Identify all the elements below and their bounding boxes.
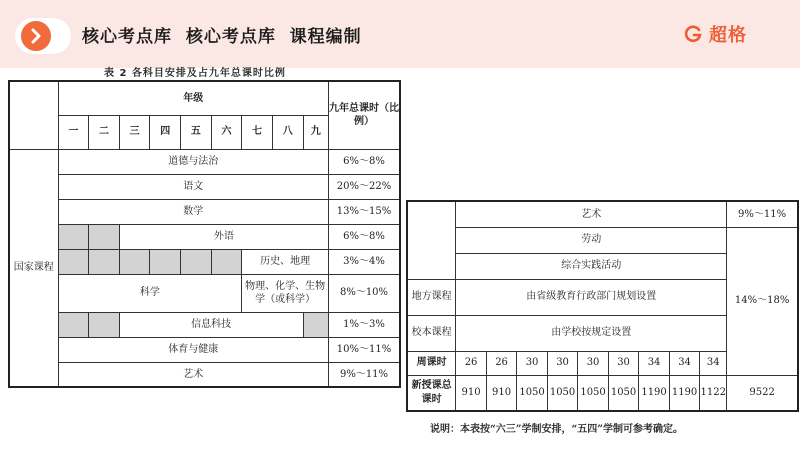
weekly-label: 周课时 xyxy=(407,351,456,375)
course-table-part1 xyxy=(8,80,401,388)
weekly-value: 30 xyxy=(517,351,548,375)
ratio-art: 9%～11% xyxy=(329,362,400,387)
ratio-chinese: 20%～22% xyxy=(329,174,400,199)
ratio-shared: 14%～18% xyxy=(727,227,798,375)
shade-cell xyxy=(89,312,120,337)
total-value: 1190 xyxy=(669,375,700,411)
total-value: 1190 xyxy=(639,375,670,411)
subject-art-cont: 艺术 xyxy=(456,201,727,227)
shade-cell xyxy=(119,249,150,274)
blank-category-cell xyxy=(407,201,456,279)
subject-pe: 体育与健康 xyxy=(58,337,329,362)
ratio-pe: 10%～11% xyxy=(329,337,400,362)
total-value: 1122 xyxy=(700,375,727,411)
weekly-value: 30 xyxy=(547,351,578,375)
total-label: 新授课总课时 xyxy=(407,375,456,411)
category-local: 地方课程 xyxy=(407,279,456,315)
subject-math: 数学 xyxy=(58,199,329,224)
subject-it: 信息科技 xyxy=(119,312,303,337)
ratio-math: 13%～15% xyxy=(329,199,400,224)
brand-logo xyxy=(683,21,747,47)
corner-cell xyxy=(9,81,58,149)
category-national: 国家课程 xyxy=(9,149,58,387)
subject-chinese: 语文 xyxy=(58,174,329,199)
subject-labor: 劳动 xyxy=(456,227,727,253)
shade-cell xyxy=(89,249,120,274)
weekly-value: 34 xyxy=(669,351,700,375)
grade-2: 二 xyxy=(89,115,120,149)
shade-cell xyxy=(303,312,329,337)
grade-9: 九 xyxy=(303,115,329,149)
total-value: 910 xyxy=(456,375,487,411)
subject-physics: 物理、化学、生物学（或科学） xyxy=(242,274,329,312)
total-sum: 9522 xyxy=(727,375,798,411)
weekly-value: 34 xyxy=(700,351,727,375)
shade-cell xyxy=(181,249,212,274)
shade-cell xyxy=(89,224,120,249)
grade-7: 七 xyxy=(242,115,273,149)
subject-practice: 综合实践活动 xyxy=(456,253,727,279)
subject-school: 由学校按规定设置 xyxy=(456,315,727,351)
shade-cell xyxy=(58,249,89,274)
ratio-science: 8%～10% xyxy=(329,274,400,312)
subject-science: 科学 xyxy=(58,274,242,312)
total-value: 1050 xyxy=(547,375,578,411)
course-table-part2 xyxy=(406,200,799,412)
ratio-moral: 6%～8% xyxy=(329,149,400,174)
header-bar xyxy=(0,0,800,68)
table-note: 说明：本表按“六三”学制安排，“五四”学制可参考确定。 xyxy=(430,424,684,435)
weekly-value: 30 xyxy=(608,351,639,375)
chevron-right-icon[interactable] xyxy=(21,21,51,51)
ratio-foreign: 6%～8% xyxy=(329,224,400,249)
grade-5: 五 xyxy=(181,115,212,149)
shade-cell xyxy=(150,249,181,274)
ratio-history: 3%～4% xyxy=(329,249,400,274)
table-caption: 表 2 各科目安排及占九年总课时比例 xyxy=(104,68,286,79)
subject-foreign: 外语 xyxy=(119,224,328,249)
subject-local: 由省级教育行政部门规划设置 xyxy=(456,279,727,315)
weekly-value: 34 xyxy=(639,351,670,375)
total-value: 1050 xyxy=(578,375,609,411)
ratio-header: 九年总课时（比例） xyxy=(329,81,400,149)
ratio-art-cont: 9%～11% xyxy=(727,201,798,227)
total-value: 910 xyxy=(486,375,517,411)
total-value: 1050 xyxy=(517,375,548,411)
category-school: 校本课程 xyxy=(407,315,456,351)
shade-cell xyxy=(58,312,89,337)
weekly-value: 26 xyxy=(486,351,517,375)
shade-cell xyxy=(211,249,242,274)
subject-art: 艺术 xyxy=(58,362,329,387)
weekly-value: 26 xyxy=(456,351,487,375)
subject-history: 历史、地理 xyxy=(242,249,329,274)
shade-cell xyxy=(58,224,89,249)
total-value: 1050 xyxy=(608,375,639,411)
brand-name: 超格 xyxy=(709,25,747,46)
grade-3: 三 xyxy=(119,115,150,149)
grade-header: 年级 xyxy=(58,81,329,115)
weekly-value: 30 xyxy=(578,351,609,375)
grade-1: 一 xyxy=(58,115,89,149)
grade-8: 八 xyxy=(272,115,303,149)
ratio-it: 1%～3% xyxy=(329,312,400,337)
page-title: 核心考点库 核心考点库 课程编制 xyxy=(82,27,362,47)
brand-g-icon xyxy=(683,24,703,44)
grade-6: 六 xyxy=(211,115,242,149)
subject-moral: 道德与法治 xyxy=(58,149,329,174)
grade-4: 四 xyxy=(150,115,181,149)
